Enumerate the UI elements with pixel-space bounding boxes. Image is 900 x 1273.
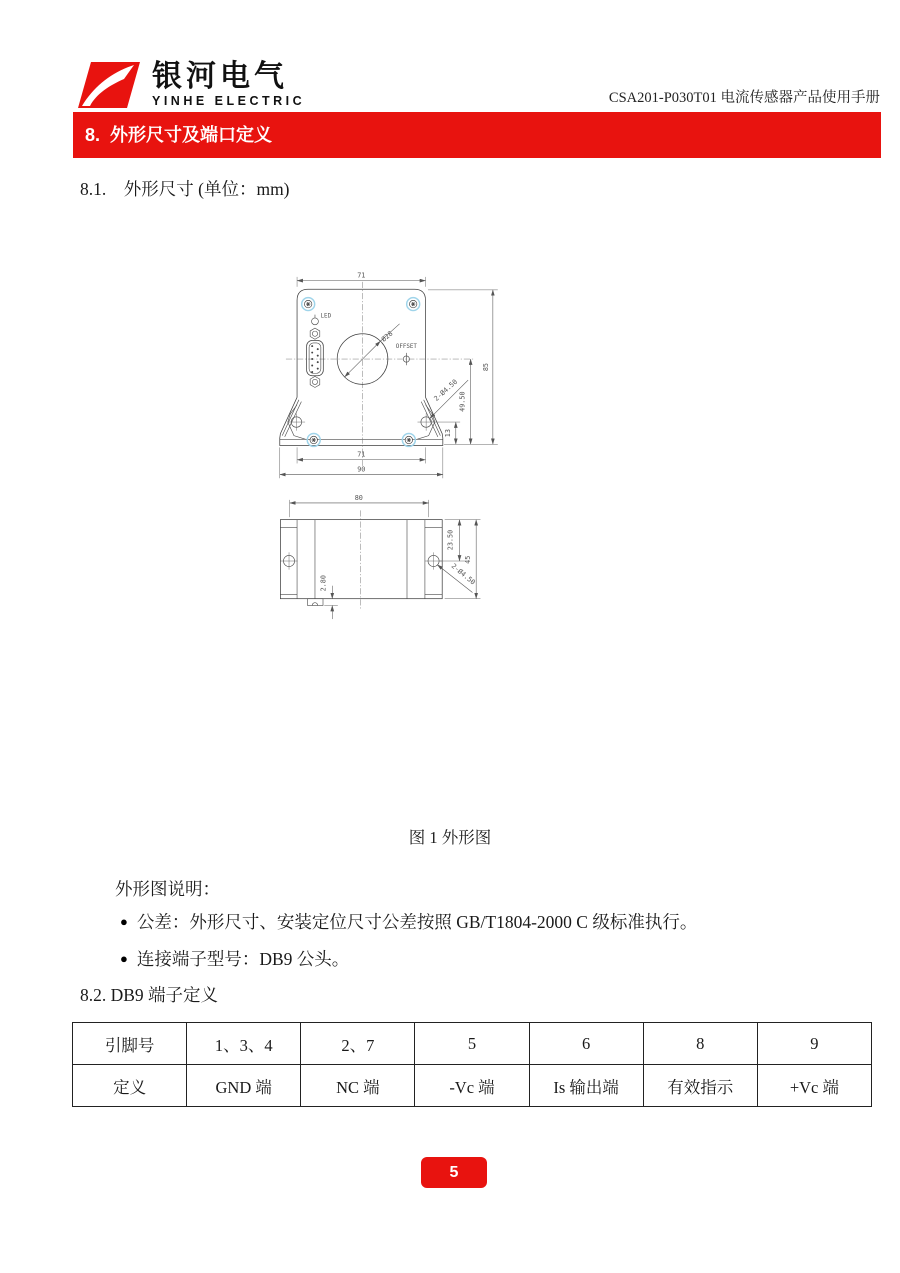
- offset-adjuster: [396, 344, 418, 365]
- dim-label-side-width: 80: [354, 493, 363, 502]
- dim-label-bottom-width-outer: 90: [357, 465, 366, 474]
- table-row-pin-numbers: [73, 1023, 872, 1065]
- hex-nut-icon: [310, 328, 320, 339]
- mount-hole: [280, 552, 442, 569]
- dim-label-center-to-base: 49.50: [458, 391, 467, 412]
- led-label: LED: [320, 313, 332, 320]
- table-cell: 9: [757, 1023, 871, 1065]
- table-cell: Is 输出端: [529, 1065, 643, 1107]
- dim-label-mount-holes: 2-Ø4.50: [432, 377, 460, 403]
- table-cell: 6: [529, 1023, 643, 1065]
- logo-text: [152, 62, 305, 108]
- dim-label-overall-height: 85: [481, 362, 490, 372]
- offset-label: OFFSET: [395, 343, 417, 350]
- document-title: CSA201-P030T01 电流传感器产品使用手册: [608, 90, 880, 106]
- note-text: 公差：外形尺寸、安装定位尺寸公差按照 GB/T1804-2000 C 级标准执行。: [136, 912, 698, 932]
- led-indicator: [312, 314, 332, 325]
- table-cell: 引脚号: [73, 1023, 187, 1065]
- figure-caption: 图 1 外形图: [408, 828, 492, 847]
- section-8-2-heading: 8.2. DB9 端子定义: [80, 985, 219, 1005]
- table-row-pin-definitions: [73, 1065, 872, 1107]
- mount-hole: [288, 413, 435, 430]
- side-view: [280, 494, 480, 619]
- center-aperture: [337, 324, 399, 385]
- dim-label-top-to-hole: 23.50: [446, 529, 455, 551]
- dim-label-top-width: 71: [357, 271, 366, 280]
- dim-label-tab-offset: 2.80: [319, 575, 328, 592]
- section-8-1-heading: 8.1. 外形尺寸 (单位：mm): [80, 179, 290, 199]
- dim-label-hole-to-base: 13: [444, 429, 453, 438]
- front-dimensions: [280, 272, 498, 479]
- table-cell: +Vc 端: [757, 1065, 871, 1107]
- dim-label-side-height: 45: [464, 555, 472, 564]
- table-cell: NC 端: [301, 1065, 415, 1107]
- outline-drawing: [260, 225, 680, 805]
- section-header-bar: 8. 外形尺寸及端口定义: [73, 112, 881, 158]
- notes-title: 外形图说明：: [115, 879, 220, 899]
- note-item: [120, 910, 840, 934]
- note-item: [120, 947, 840, 971]
- dim-label-bottom-width-inner: 71: [357, 450, 366, 459]
- hex-nut-icon: [310, 376, 320, 387]
- bullet-icon: ●: [120, 914, 128, 929]
- side-dimensions: [290, 494, 481, 619]
- note-text: 连接端子型号：DB9 公头。: [136, 949, 350, 969]
- table-cell: 有效指示: [643, 1065, 757, 1107]
- db9-pin-table: [72, 1022, 872, 1107]
- bullet-icon: ●: [120, 951, 128, 966]
- logo-english-name: YINHE ELECTRIC: [152, 94, 306, 108]
- logo-chinese-name: 银河电气: [152, 60, 288, 93]
- table-cell: 8: [643, 1023, 757, 1065]
- table-cell: 2、7: [301, 1023, 415, 1065]
- table-cell: -Vc 端: [415, 1065, 529, 1107]
- dim-label-aperture: Ø28: [379, 329, 395, 344]
- table-cell: 5: [415, 1023, 529, 1065]
- table-cell: GND 端: [187, 1065, 301, 1107]
- table-cell: 定义: [73, 1065, 187, 1107]
- page-number-badge: 5: [421, 1157, 487, 1188]
- yinhe-logo-icon: [78, 62, 140, 108]
- front-view: [280, 272, 498, 479]
- table-cell: 1、3、4: [187, 1023, 301, 1065]
- notes-list: [120, 910, 840, 984]
- bottom-tab: [308, 599, 323, 606]
- dim-label-side-mount-holes: 2-Ø4.50: [449, 562, 477, 587]
- db9-connector: [307, 341, 324, 376]
- corner-screw-icon: [302, 298, 420, 447]
